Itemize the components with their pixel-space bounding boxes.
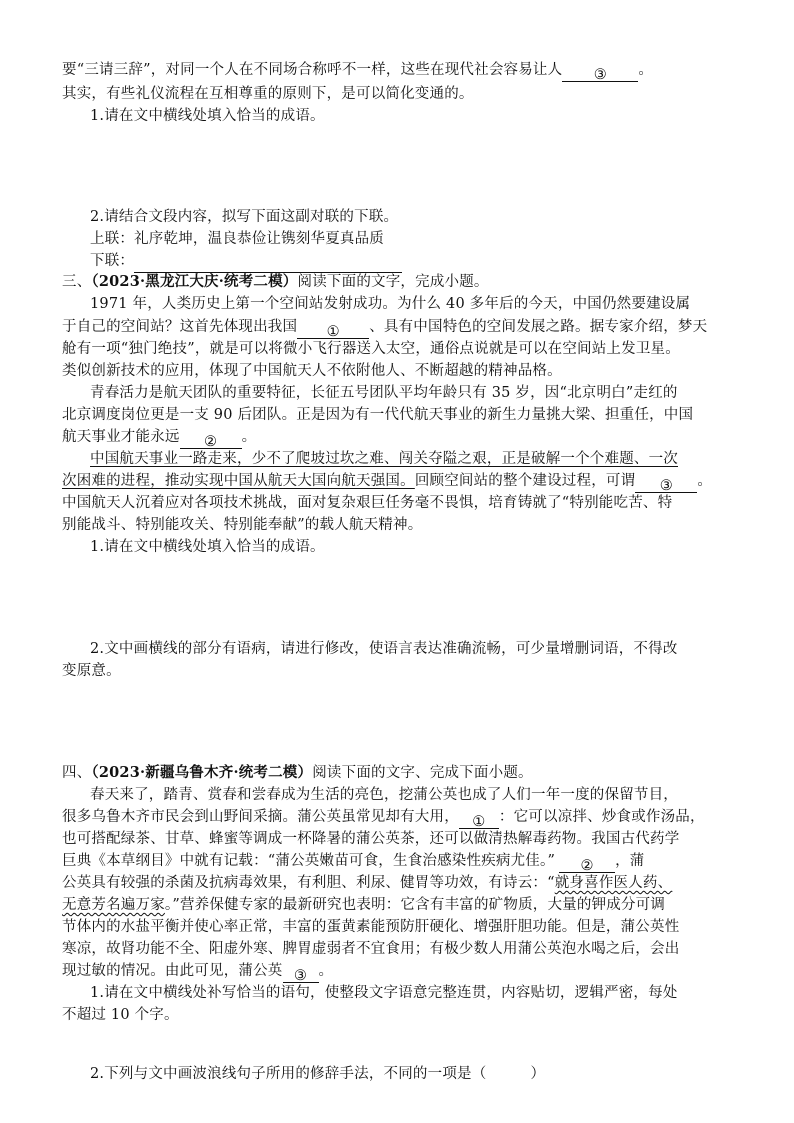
text: 下联： [90,253,135,269]
passage-line [62,849,742,873]
question-2-cont: 变原意。 [62,663,121,679]
passage-line [62,893,742,917]
passage-line: 中国航天人沉着应对各项技术挑战，面对复杂艰巨任务毫不畏惧，培育铸就了“特别能吃苦、特 [62,495,673,511]
passage-line: 类似创新技术的应用，体现了中国航天人不依附他人、不断超越的精神品格。 [62,363,562,379]
question-1: 1.请在文中横线处补写恰当的语句，使整段文字语意完整连贯，内容贴切，逻辑严密，每处 [90,985,678,1001]
passage-line: 北京调度岗位更是一支 90 后团队。正是因为有一代代航天事业的新生力量挑大梁、担重任，中国 [62,407,694,423]
passage-line [62,58,742,82]
passage-line: 节体内的水盐平衡并使心率正常，丰富的蛋黄素能预防肝硬化、增强肝胆功能。但是，蒲公英性 [62,919,680,935]
section-instruction: 阅读下面的文字，完成小题。 [297,274,489,290]
question-1-cont: 不超过 10 个字。 [62,1007,179,1023]
passage-line: 其实，有些礼仪流程在互相尊重的原则下，是可以简化变通的。 [62,86,474,102]
section-heading-4 [62,761,742,785]
text: 。”营养保健专家的最新研究也表明：它含有丰富的矿物质，大量的钾成分可调 [164,897,666,913]
passage-line [62,315,742,339]
passage-line: 春天来了，踏青、赏春和尝春成为生活的亮色，挖蒲公英也成了人们一年一度的保留节目， [90,787,678,803]
blank-label: ③ [593,67,607,83]
text: 回顾空间站的整个建设过程，可谓 [414,473,636,489]
passage-line: 舱有一项“独门绝技”，就是可以将微小飞行器送入太空，通俗点说就是可以在空间站上发卫星。 [62,341,680,357]
text: 航天事业才能永远 [62,429,180,445]
passage-line [90,447,770,471]
passage-line [62,805,742,829]
section-instruction: 阅读下面的文字、完成下面小题。 [312,765,533,781]
section-number: 四、 [62,765,92,781]
text: 。 [241,429,257,445]
question-2: 2.下列与文中画波浪线句子所用的修辞手法，不同的一项是（ ） [90,1066,546,1082]
question-1: 1.请在文中横线处填入恰当的成语。 [90,539,325,555]
answer-blank[interactable] [562,63,638,82]
passage-line: 别能战斗、特别能攻关、特别能奉献”的载人航天精神。 [62,517,423,533]
section-source: （2023·黑龙江大庆·统考二模） [91,273,298,290]
blank-label: ③ [293,968,308,984]
question-1: 1.请在文中横线处填入恰当的成语。 [90,108,325,124]
wavy-underlined-verse: 无意芳名遍万家 [62,897,165,913]
blank-label: ② [580,858,594,874]
underlined-sentence: 中国航天事业一路走来，少不了爬坡过坎之难、闯关夺隘之艰，正是破解一个个难题、一次 [90,451,678,467]
question-2: 2.请结合文段内容，拟写下面这副对联的下联。 [90,209,399,225]
passage-line: 也可搭配绿茶、甘草、蜂蜜等调成一杯降暑的蒲公英茶，还可以做清热解毒药物。我国古代药学 [62,831,680,847]
text: ，蒲 [615,853,645,869]
passage-line [62,469,742,493]
text: 于自己的空间站？这首先体现出我国 [62,319,298,335]
text: 。 [318,963,334,979]
text: ：它可以凉拌、炒食或作汤品， [498,809,705,825]
blank-label: ② [204,434,218,450]
text: 。 [638,62,654,78]
passage-line [62,871,742,895]
text: 。 [697,473,713,489]
blank-label: ① [326,324,340,340]
section-source: （2023·新疆乌鲁木齐·统考二模） [91,764,313,781]
question-2: 2.文中画横线的部分有语病，请进行修改，使语言表达准确流畅，可少量增删词语，不得改 [90,641,678,657]
passage-line [62,425,742,449]
text: 很多乌鲁木齐市民会到山野间采摘。蒲公英虽常见却有大用， [62,809,459,825]
passage-line: 1971 年，人类历史上第一个空间站发射成功。为什么 40 多年后的今天，中国仍然要建设属 [90,296,691,312]
text: 要“三请三辞”，对同一个人在不同场合称呼不一样，这些在现代社会容易让人 [62,62,563,78]
passage-line [62,959,742,983]
underlined-sentence: 次困难的进程，推动实现中国从航天大国向航天强国。 [62,473,415,489]
blank-label: ③ [659,478,673,494]
text: 现过敏的情况。由此可见，蒲公英 [62,963,283,979]
text: 、具有中国特色的空间发展之路。据专家介绍，梦天 [369,319,708,335]
blank-label: ① [472,814,486,830]
passage-line: 青春活力是航天团队的重要特征，长征五号团队平均年龄只有 35 岁，因“北京明白”走红的 [90,385,678,401]
section-number: 三、 [62,274,92,290]
passage-line: 寒凉，故肾功能不全、阳虚外寒、脾胃虚弱者不宜食用；有极少数人用蒲公英泡水喝之后，会出 [62,941,680,957]
section-heading-3 [62,270,742,294]
couplet-upper: 上联：礼序乾坤，温良恭俭让镌刻华夏真品质 [90,231,384,247]
text: 公英具有较强的杀菌及抗病毒效果，有利胆、利尿、健胃等功效，有诗云：“ [62,875,555,891]
text: 巨典《本草纲目》中就有记载：“蒲公英嫩苗可食，生食治感染性疾病尤佳。” [62,853,556,869]
wavy-underlined-verse: 就身喜作医人药、 [554,875,673,891]
